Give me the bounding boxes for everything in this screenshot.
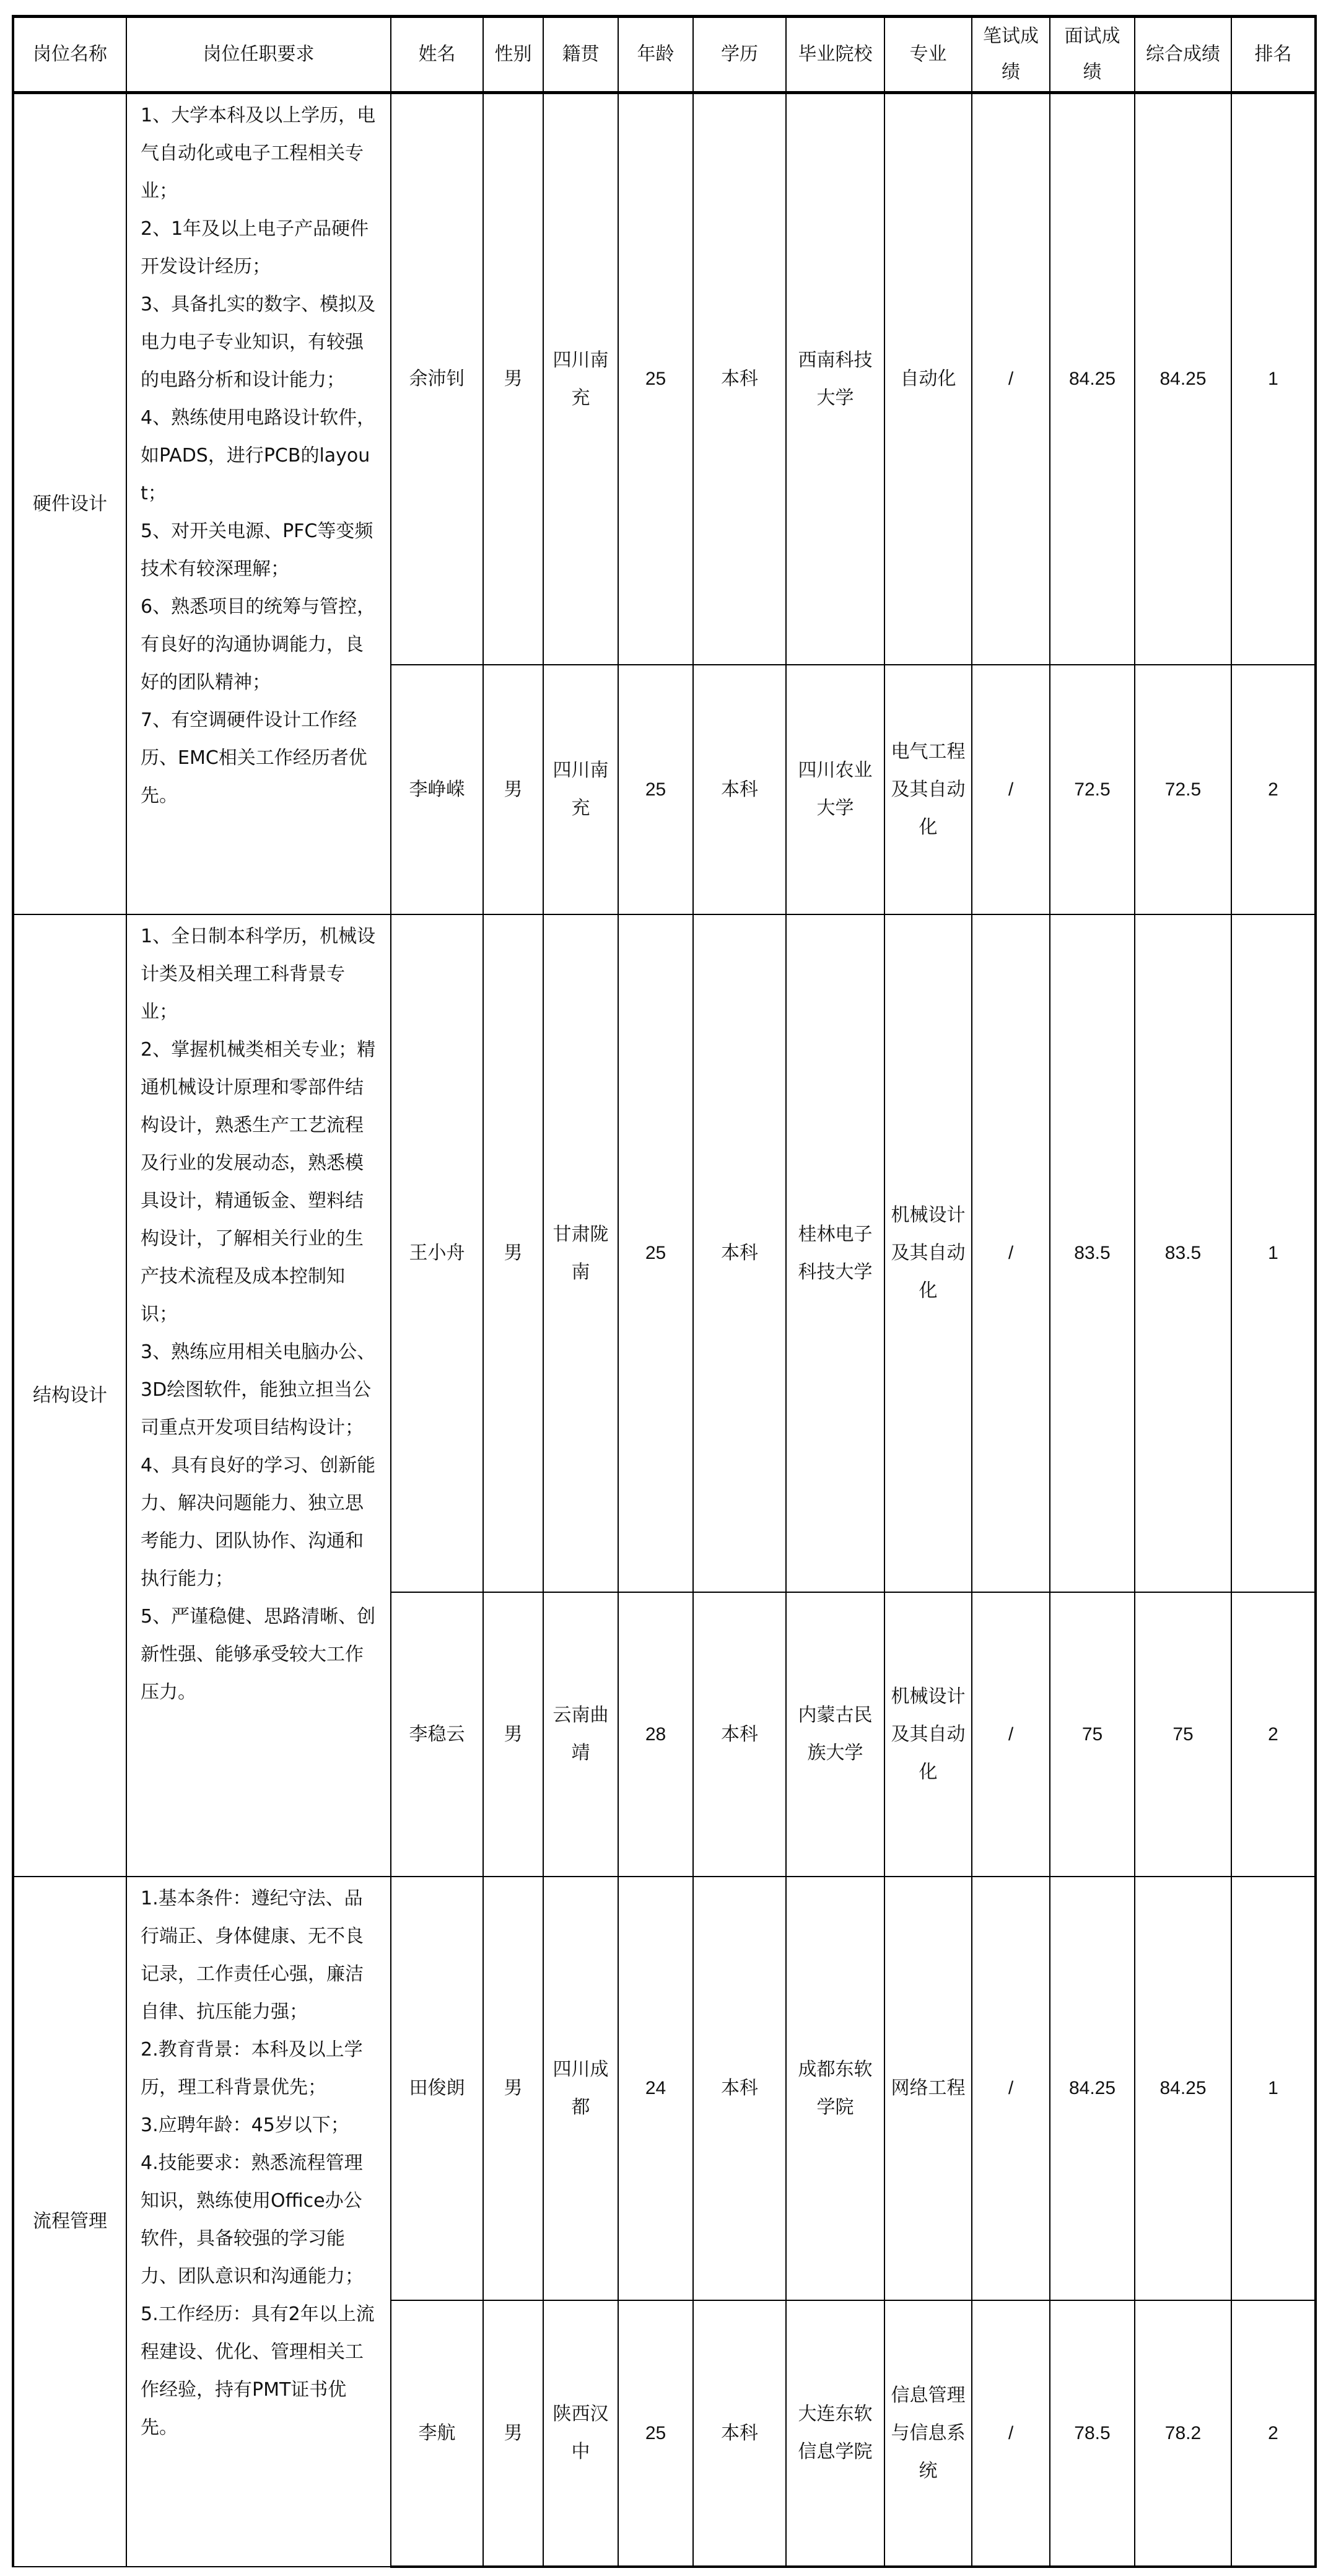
cell-school: 大连东软信息学院 (786, 2300, 884, 2567)
cell-age: 25 (618, 665, 693, 914)
cell-gender: 男 (483, 2300, 543, 2567)
cell-major: 自动化 (884, 93, 972, 665)
cell-name: 王小舟 (391, 914, 483, 1592)
cell-school: 四川农业大学 (786, 665, 884, 914)
table-row (13, 1877, 1316, 2300)
cell-origin: 四川成都 (543, 1877, 618, 2300)
cell-gender: 男 (483, 1877, 543, 2300)
header-school: 毕业院校 (786, 17, 884, 93)
position-title: 硬件设计 (13, 93, 126, 914)
cell-interview: 84.25 (1050, 93, 1135, 665)
cell-name: 李稳云 (391, 1592, 483, 1877)
header-interview-score: 面试成绩 (1050, 17, 1135, 93)
cell-rank: 2 (1231, 665, 1316, 914)
cell-age: 28 (618, 1592, 693, 1877)
position-title: 流程管理 (13, 1877, 126, 2567)
table-body (13, 93, 1316, 2567)
cell-school: 成都东软学院 (786, 1877, 884, 2300)
cell-education: 本科 (693, 914, 786, 1592)
cell-education: 本科 (693, 93, 786, 665)
header-total-score: 综合成绩 (1135, 17, 1231, 93)
cell-major: 电气工程及其自动化 (884, 665, 972, 914)
requirement-item: 3.应聘年龄：45岁以下； (141, 2114, 349, 2136)
cell-education: 本科 (693, 665, 786, 914)
cell-rank: 1 (1231, 93, 1316, 665)
cell-gender: 男 (483, 1592, 543, 1877)
cell-age: 25 (618, 914, 693, 1592)
cell-school: 西南科技大学 (786, 93, 884, 665)
cell-major: 信息管理与信息系统 (884, 2300, 972, 2567)
cell-major: 网络工程 (884, 1877, 972, 2300)
cell-written: / (972, 2300, 1050, 2567)
cell-gender: 男 (483, 665, 543, 914)
header-major: 专业 (884, 17, 972, 93)
cell-written: / (972, 93, 1050, 665)
header-row (13, 17, 1316, 93)
requirement-item: 5、严谨稳健、思路清晰、创新性强、能够承受较大工作压力。 (141, 1605, 376, 1703)
requirement-item: 7、有空调硬件设计工作经历、EMC相关工作经历者优先。 (141, 709, 367, 807)
requirement-item: 4、熟练使用电路设计软件，如PADS，进行PCB的layout； (141, 407, 376, 504)
cell-origin: 四川南充 (543, 665, 618, 914)
requirement-item: 5.工作经历：具有2年以上流程建设、优化、管理相关工作经验，持有PMT证书优先。 (141, 2303, 375, 2438)
position-requirements (126, 93, 391, 914)
header-rank: 排名 (1231, 17, 1316, 93)
requirement-item: 4.技能要求：熟悉流程管理知识，熟练使用Office办公软件，具备较强的学习能力、团队意识和沟通能力； (141, 2152, 364, 2287)
cell-origin: 四川南充 (543, 93, 618, 665)
cell-total: 83.5 (1135, 914, 1231, 1592)
cell-gender: 男 (483, 93, 543, 665)
requirement-item: 5、对开关电源、PFC等变频技术有较深理解； (141, 520, 373, 580)
cell-rank: 2 (1231, 2300, 1316, 2567)
cell-school: 内蒙古民族大学 (786, 1592, 884, 1877)
cell-age: 24 (618, 1877, 693, 2300)
cell-origin: 云南曲靖 (543, 1592, 618, 1877)
cell-major: 机械设计及其自动化 (884, 1592, 972, 1877)
cell-total: 78.2 (1135, 2300, 1231, 2567)
header-name: 姓名 (391, 17, 483, 93)
cell-total: 72.5 (1135, 665, 1231, 914)
cell-education: 本科 (693, 1877, 786, 2300)
cell-age: 25 (618, 93, 693, 665)
table-header (13, 17, 1316, 93)
header-gender: 性别 (483, 17, 543, 93)
position-requirements (126, 1877, 391, 2567)
requirement-item: 1、全日制本科学历，机械设计类及相关理工科背景专业； (141, 925, 376, 1023)
header-age: 年龄 (618, 17, 693, 93)
cell-origin: 陕西汉中 (543, 2300, 618, 2567)
cell-age: 25 (618, 2300, 693, 2567)
cell-gender: 男 (483, 914, 543, 1592)
cell-interview: 83.5 (1050, 914, 1135, 1592)
cell-interview: 78.5 (1050, 2300, 1135, 2567)
requirement-item: 1.基本条件：遵纪守法、品行端正、身体健康、无不良记录，工作责任心强，廉洁自律、抗压能力强； (141, 1887, 364, 2023)
table-row (13, 914, 1316, 1592)
cell-rank: 1 (1231, 1877, 1316, 2300)
cell-name: 田俊朗 (391, 1877, 483, 2300)
position-title: 结构设计 (13, 914, 126, 1877)
cell-total: 84.25 (1135, 93, 1231, 665)
cell-name: 李峥嵘 (391, 665, 483, 914)
requirement-item: 3、熟练应用相关电脑办公、3D绘图软件，能独立担当公司重点开发项目结构设计； (141, 1341, 376, 1439)
recruitment-results-table (12, 15, 1317, 2568)
requirement-item: 2.教育背景：本科及以上学历，理工科背景优先； (141, 2038, 363, 2098)
cell-name: 余沛钊 (391, 93, 483, 665)
requirement-item: 1、大学本科及以上学历，电气自动化或电子工程相关专业； (141, 105, 376, 202)
header-written-score: 笔试成绩 (972, 17, 1050, 93)
cell-major: 机械设计及其自动化 (884, 914, 972, 1592)
position-requirements (126, 914, 391, 1877)
header-origin: 籍贯 (543, 17, 618, 93)
requirement-item: 6、熟悉项目的统筹与管控，有良好的沟通协调能力，良好的团队精神； (141, 596, 376, 693)
header-requirements: 岗位任职要求 (126, 17, 391, 93)
cell-rank: 2 (1231, 1592, 1316, 1877)
cell-written: / (972, 1592, 1050, 1877)
table-row (13, 93, 1316, 665)
requirement-item: 4、具有良好的学习、创新能力、解决问题能力、独立思考能力、团队协作、沟通和执行能力； (141, 1454, 376, 1590)
cell-written: / (972, 914, 1050, 1592)
header-position: 岗位名称 (13, 17, 126, 93)
cell-interview: 72.5 (1050, 665, 1135, 914)
cell-name: 李航 (391, 2300, 483, 2567)
cell-education: 本科 (693, 1592, 786, 1877)
cell-written: / (972, 665, 1050, 914)
cell-written: / (972, 1877, 1050, 2300)
cell-interview: 75 (1050, 1592, 1135, 1877)
header-education: 学历 (693, 17, 786, 93)
cell-total: 84.25 (1135, 1877, 1231, 2300)
cell-origin: 甘肃陇南 (543, 914, 618, 1592)
cell-school: 桂林电子科技大学 (786, 914, 884, 1592)
requirement-item: 2、掌握机械类相关专业；精通机械设计原理和零部件结构设计，熟悉生产工艺流程及行业的发展动态，熟悉模具设计，精通钣金、塑料结构设计，了解相关行业的生产技术流程及成本控制知识； (141, 1038, 376, 1325)
requirement-item: 2、1年及以上电子产品硬件开发设计经历； (141, 218, 369, 278)
cell-rank: 1 (1231, 914, 1316, 1592)
cell-interview: 84.25 (1050, 1877, 1135, 2300)
cell-education: 本科 (693, 2300, 786, 2567)
cell-total: 75 (1135, 1592, 1231, 1877)
requirement-item: 3、具备扎实的数字、模拟及电力电子专业知识，有较强的电路分析和设计能力； (141, 294, 376, 391)
